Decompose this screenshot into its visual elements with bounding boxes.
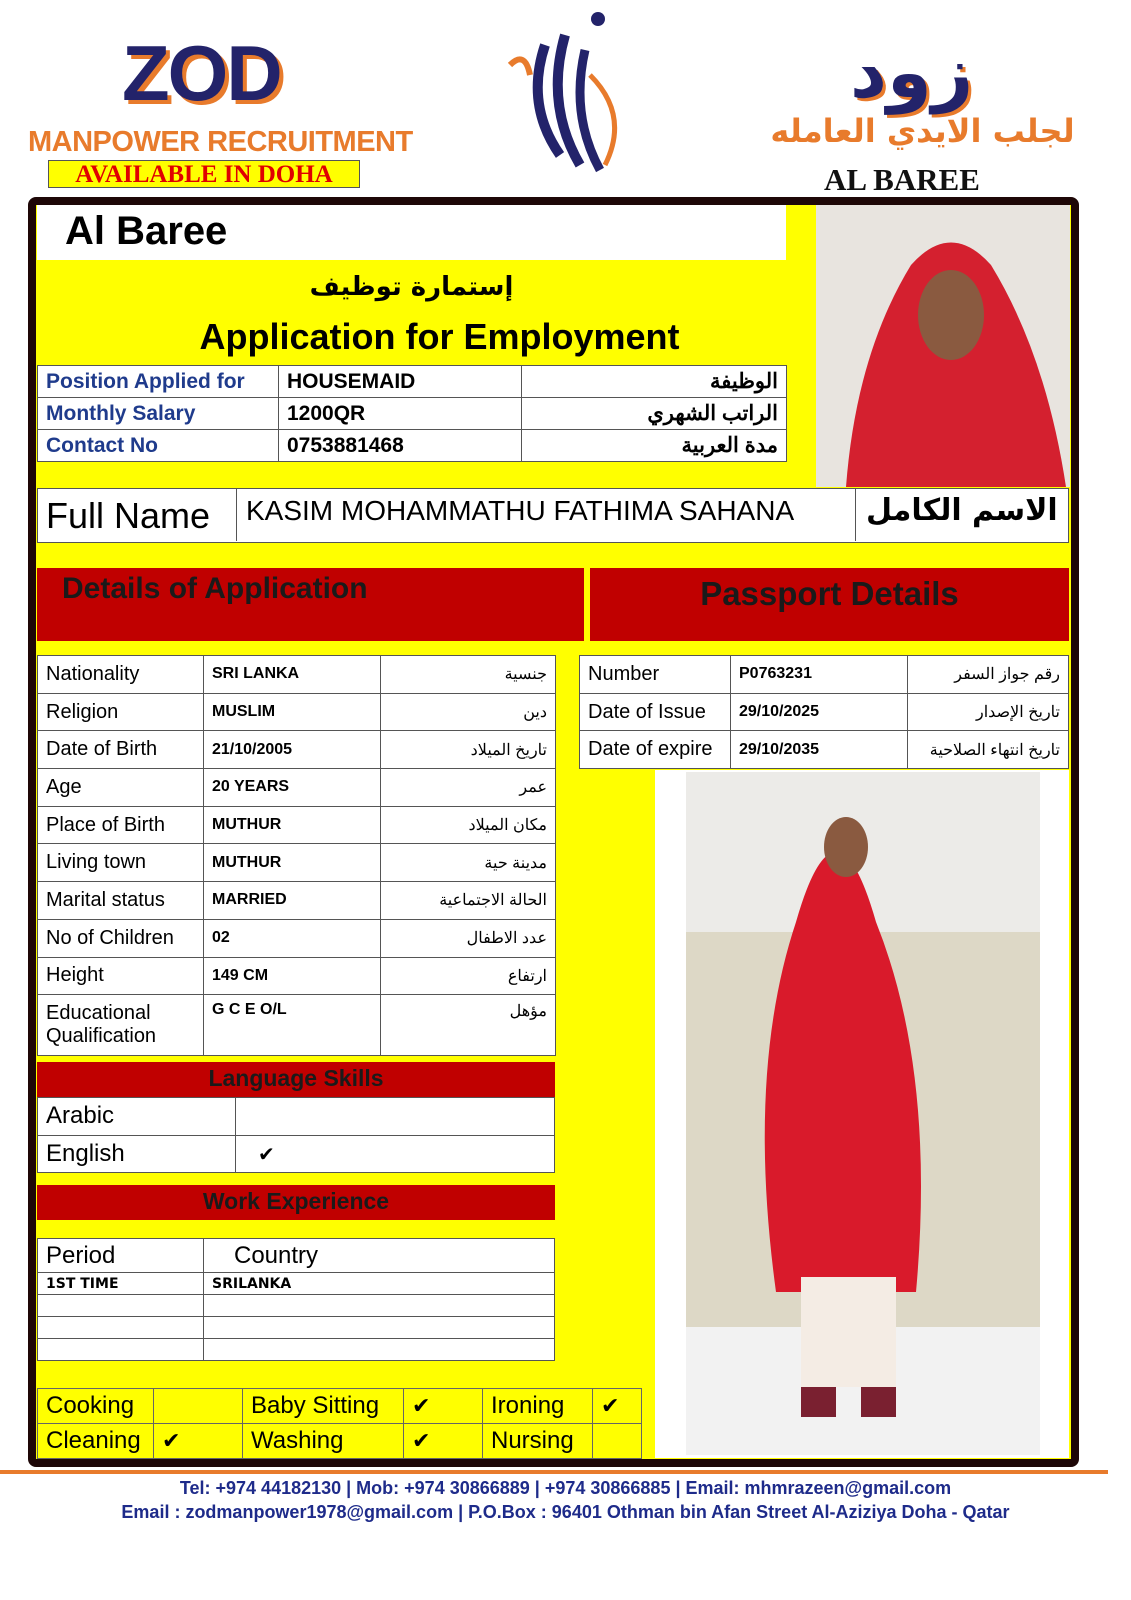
check-icon [154,1389,243,1424]
cell-ar: الراتب الشهري [522,398,787,430]
check-icon: ✔ [236,1135,555,1173]
table-row [38,693,556,731]
full-name-row [37,488,1069,543]
table-row [38,844,556,882]
portrait-image-icon [816,205,1070,487]
footer-contact: Tel: +974 44182130 | Mob: +974 30866889 | +974 30866885 | Email: mhmrazeen@gmail.com [179,1478,952,1498]
table-row [38,919,556,957]
cell-value: 02 [204,919,381,957]
cell-ar: مدينة حية [381,844,556,882]
cell-value: 29/10/2035 [731,731,908,769]
check-icon: ✔ [404,1424,483,1459]
tagline: MANPOWER RECRUITMENT [28,126,413,158]
cell-value: MUSLIM [204,693,381,731]
position-table [37,365,787,462]
full-body-image-icon [686,772,1040,1455]
cell-ar: ارتفاع [381,957,556,995]
table-row [38,398,787,430]
cell-value: 0753881468 [279,430,522,462]
work-period: 1ST TIME [38,1273,204,1295]
arabic-logo: زود [850,30,974,114]
cell-ar: رقم جواز السفر [908,656,1069,694]
agency-name: Al Baree [65,209,228,253]
cell-value: G C E O/L [204,995,381,1056]
brand-name: AL BAREE [824,162,980,197]
skill-label: Baby Sitting [243,1389,404,1424]
check-icon [236,1098,555,1136]
table-row [580,656,1069,694]
cell-ar: دين [381,693,556,731]
table-row [38,430,787,462]
cell-label: Date of Birth [38,731,204,769]
skills-table [37,1388,642,1459]
cell-value: HOUSEMAID [279,366,522,398]
work-country: SRILANKA [204,1273,555,1295]
cell-value: 20 YEARS [204,769,381,807]
language-row [38,1098,555,1136]
full-name-arabic: الاسم الكامل [866,493,1058,528]
cell-ar: الوظيفة [522,366,787,398]
cell-value: 21/10/2005 [204,731,381,769]
table-row [38,995,556,1056]
skills-row [38,1424,642,1459]
table-row [580,693,1069,731]
cell-value: MUTHUR [204,806,381,844]
passport-header: Passport Details [590,568,1069,641]
cell-label: Nationality [38,656,204,694]
cell-value: 1200QR [279,398,522,430]
cell-value: 29/10/2025 [731,693,908,731]
cell-ar: جنسية [381,656,556,694]
cell-label: No of Children [38,919,204,957]
portrait-photo [816,205,1070,487]
language-header: Language Skills [37,1062,555,1097]
cell-label: Monthly Salary [38,398,279,430]
figure-logo-icon [500,5,635,175]
cell-label: Height [38,957,204,995]
table-row [38,882,556,920]
cell-ar: الحالة الاجتماعية [381,882,556,920]
cell-label: Marital status [38,882,204,920]
cell-ar: مكان الميلاد [381,806,556,844]
cell-value: 149 CM [204,957,381,995]
table-row [38,656,556,694]
work-header: Work Experience [37,1185,555,1220]
cell-label: Date of Issue [580,693,731,731]
skills-row [38,1389,642,1424]
check-icon: ✔ [593,1389,642,1424]
cell-ar: عدد الاطفال [381,919,556,957]
check-icon [593,1424,642,1459]
table-row [38,806,556,844]
cell-ar: مدة العربية [522,430,787,462]
table-row [580,731,1069,769]
cell-ar: تاريخ الميلاد [381,731,556,769]
check-icon: ✔ [404,1389,483,1424]
zod-logo: ZOD [122,29,281,117]
language-table [37,1097,555,1173]
cell-value: SRI LANKA [204,656,381,694]
work-table [37,1238,555,1361]
table-row [38,731,556,769]
cell-label: Contact No [38,430,279,462]
arabic-tagline: لجلب الايدي العامله [770,112,1075,150]
skill-label: Ironing [483,1389,593,1424]
cell-value: MUTHUR [204,844,381,882]
cell-value: MARRIED [204,882,381,920]
details-header: Details of Application [37,568,584,641]
cell-label: Position Applied for [38,366,279,398]
cell-ar: مؤهل [381,995,556,1056]
table-row [38,366,787,398]
cell-label: Religion [38,693,204,731]
language-row [38,1135,555,1173]
cell-label: Date of expire [580,731,731,769]
availability-badge: AVAILABLE IN DOHA [48,160,360,188]
full-body-photo [655,770,1069,1458]
passport-table [579,655,1069,769]
cell-value: P0763231 [731,656,908,694]
full-name-value: KASIM MOHAMMATHU FATHIMA SAHANA [246,495,795,526]
language-label: English [38,1135,236,1173]
cell-ar: تاريخ انتهاء الصلاحية [908,731,1069,769]
work-col-period: Period [38,1239,204,1273]
agency-box [37,205,786,260]
title-arabic: إستمارة توظيف [309,272,514,302]
cell-ar: عمر [381,769,556,807]
skill-label: Nursing [483,1424,593,1459]
cell-label: Educational Qualification [38,995,204,1056]
work-col-country: Country [204,1239,555,1273]
cell-label: Place of Birth [38,806,204,844]
footer-divider [0,1470,1108,1474]
table-row [38,957,556,995]
language-label: Arabic [38,1098,236,1136]
footer-address: Email : zodmanpower1978@gmail.com | P.O.Box : 96401 Othman bin Afan Street Al-Aziziya Doha - Qatar [121,1502,1010,1522]
skill-label: Cooking [38,1389,154,1424]
cell-label: Living town [38,844,204,882]
table-row [38,769,556,807]
title-english: Application for Employment [199,316,680,357]
check-icon: ✔ [154,1424,243,1459]
skill-label: Cleaning [38,1424,154,1459]
skill-label: Washing [243,1424,404,1459]
cell-label: Number [580,656,731,694]
full-name-label: Full Name [46,495,211,536]
details-table [37,655,556,1056]
cell-label: Age [38,769,204,807]
cell-ar: تاريخ الإصدار [908,693,1069,731]
